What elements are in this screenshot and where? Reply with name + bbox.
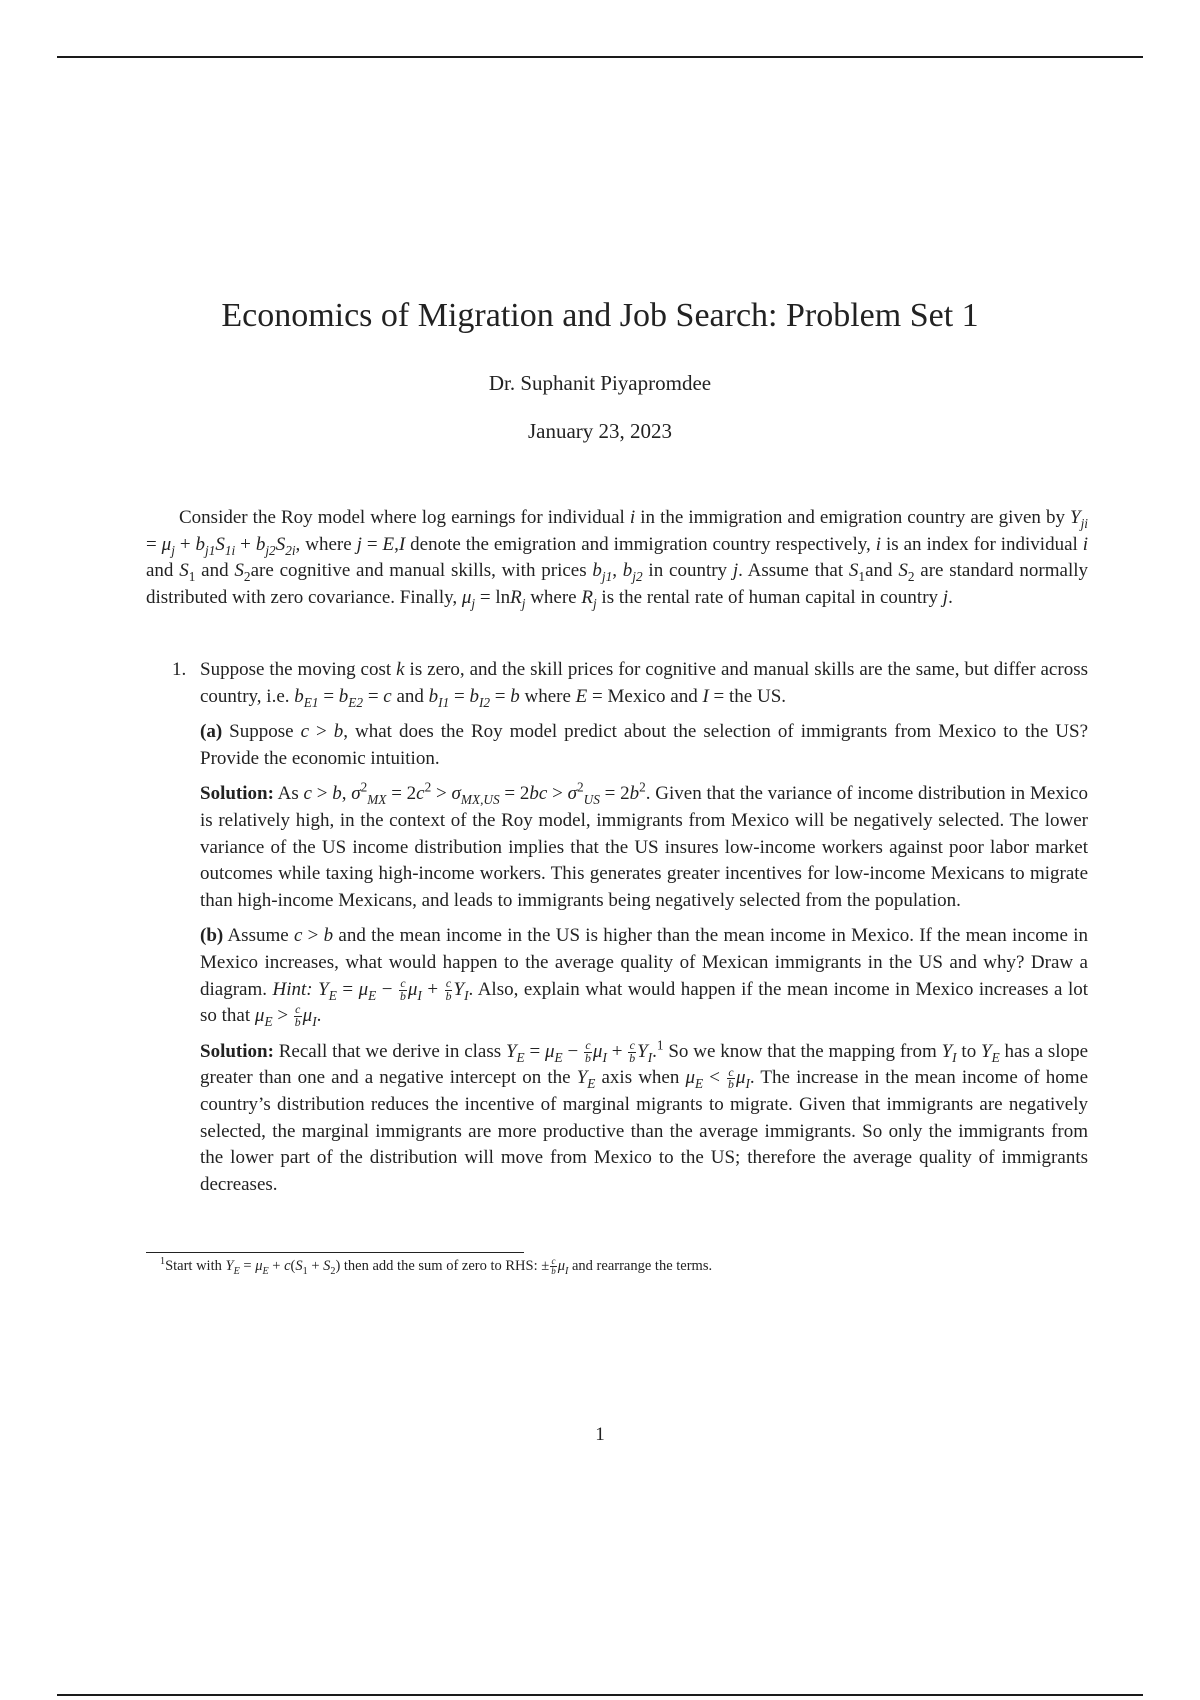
footnote: $^1$Start with $Y_E = \mu_E + c(S_1 + S_2)$ then add the sum of zero to RHS: ± $\frac{c}{b}$ $\mu_I$ and rearrange the terms. <box>160 1256 713 1277</box>
page-number: 1 <box>595 1424 605 1445</box>
footnote-rule <box>146 1252 524 1253</box>
question-1a: (a) Suppose c > b, what does the Roy model predict about the selection of immigrants from Mexico to the US? Provide the economic intuition. <box>200 721 1088 769</box>
bottom-rule <box>57 1694 1143 1696</box>
question-1-stem: Suppose the moving cost k is zero, and the skill prices for cognitive and manual skills are the same, but differ across country, i.e. $b_{E1} = b_{E2} = c$ and $b_{I1} = b_{I2} = b$ where E = Mexico and I = the US. <box>200 659 1088 710</box>
solution-1a: Solution: As c > b, $\sigma^2_{MX} = 2c^2 > \sigma_{MX,US} = 2bc > \sigma^2_{US} = 2b^2$. Given that the variance of income distribution in Mexico is relatively high, in the context of the Roy model, immigrants from Mexico will be negatively selected. The lower variance of the US income distribution implies that the US insures low-income workers against poor labor market outcomes while taxing high-income workers. This generates greater incentives for low-income Mexicans to migrate than high-income Mexicans, and leads to immigrants being negatively selected from the population. <box>200 780 1088 911</box>
author: Dr. Suphanit Piyapromdee <box>488 371 712 395</box>
intro-paragraph: Consider the Roy model where log earnings for individual i in the immigration and emigration country are given by $Y_{ji} = \mu_j + b_{j1}S_{1i} + b_{j2}S_{2i}$, where j = E,I denote the emigration and immigration country respectively, i is an index for individual i and $S_1$ and $S_2are$ cognitive and manual skills, with prices $b_{j1}$, $b_{j2}$ in country j. Assume that $S_1and$ $S_2$ are standard normally distributed with zero covariance. Finally, $\mu_j = \ln R_j$ where $R_j$ is the rental rate of human capital in country j. <box>146 507 1089 611</box>
footnote-marker: 1 <box>656 1037 664 1053</box>
page-title: Economics of Migration and Job Search: Problem Set 1 <box>221 297 979 334</box>
date: January 23, 2023 <box>527 419 673 443</box>
question-1 <box>146 657 1088 1207</box>
solution-1b: Solution: Recall that we derive in class $Y_E = \mu_E$ − $\frac{c}{b}$ $\mu_I$ + $\frac{c}{b}$ $Y_I.^1$ So we know that the mapping from $Y_I$ to $Y_E$ has a slope greater than one and a negative intercept on the $Y_E$ axis when $\mu_E$ < $\frac{c}{b}$ $\mu_I$. The increase in the mean income of home country’s distribution reduces the incentive of marginal migrants to migrate. Given that immigrants are negatively selected, the marginal immigrants are more productive than the average immigrants. So only the immigrants from the lower part of the distribution will move from Mexico to the US; therefore the average quality of immigrants decreases. <box>200 1037 1089 1195</box>
question-1b: (b) Assume c > b and the mean income in the US is higher than the mean income in Mexico. If the mean income in Mexico increases, what would happen to the average quality of Mexican immigrants in the US and why? Draw a diagram. Hint: $Y_E = \mu_E$ − $\frac{c}{b}$ $\mu_I$ + $\frac{c}{b}$ $Y_I$. Also, explain what would happen if the mean income in Mexico increases a lot so that $\mu_E$ > $\frac{c}{b}$ $\mu_I$. <box>200 925 1088 1030</box>
top-rule <box>57 56 1143 58</box>
question-number: 1. <box>172 659 187 680</box>
